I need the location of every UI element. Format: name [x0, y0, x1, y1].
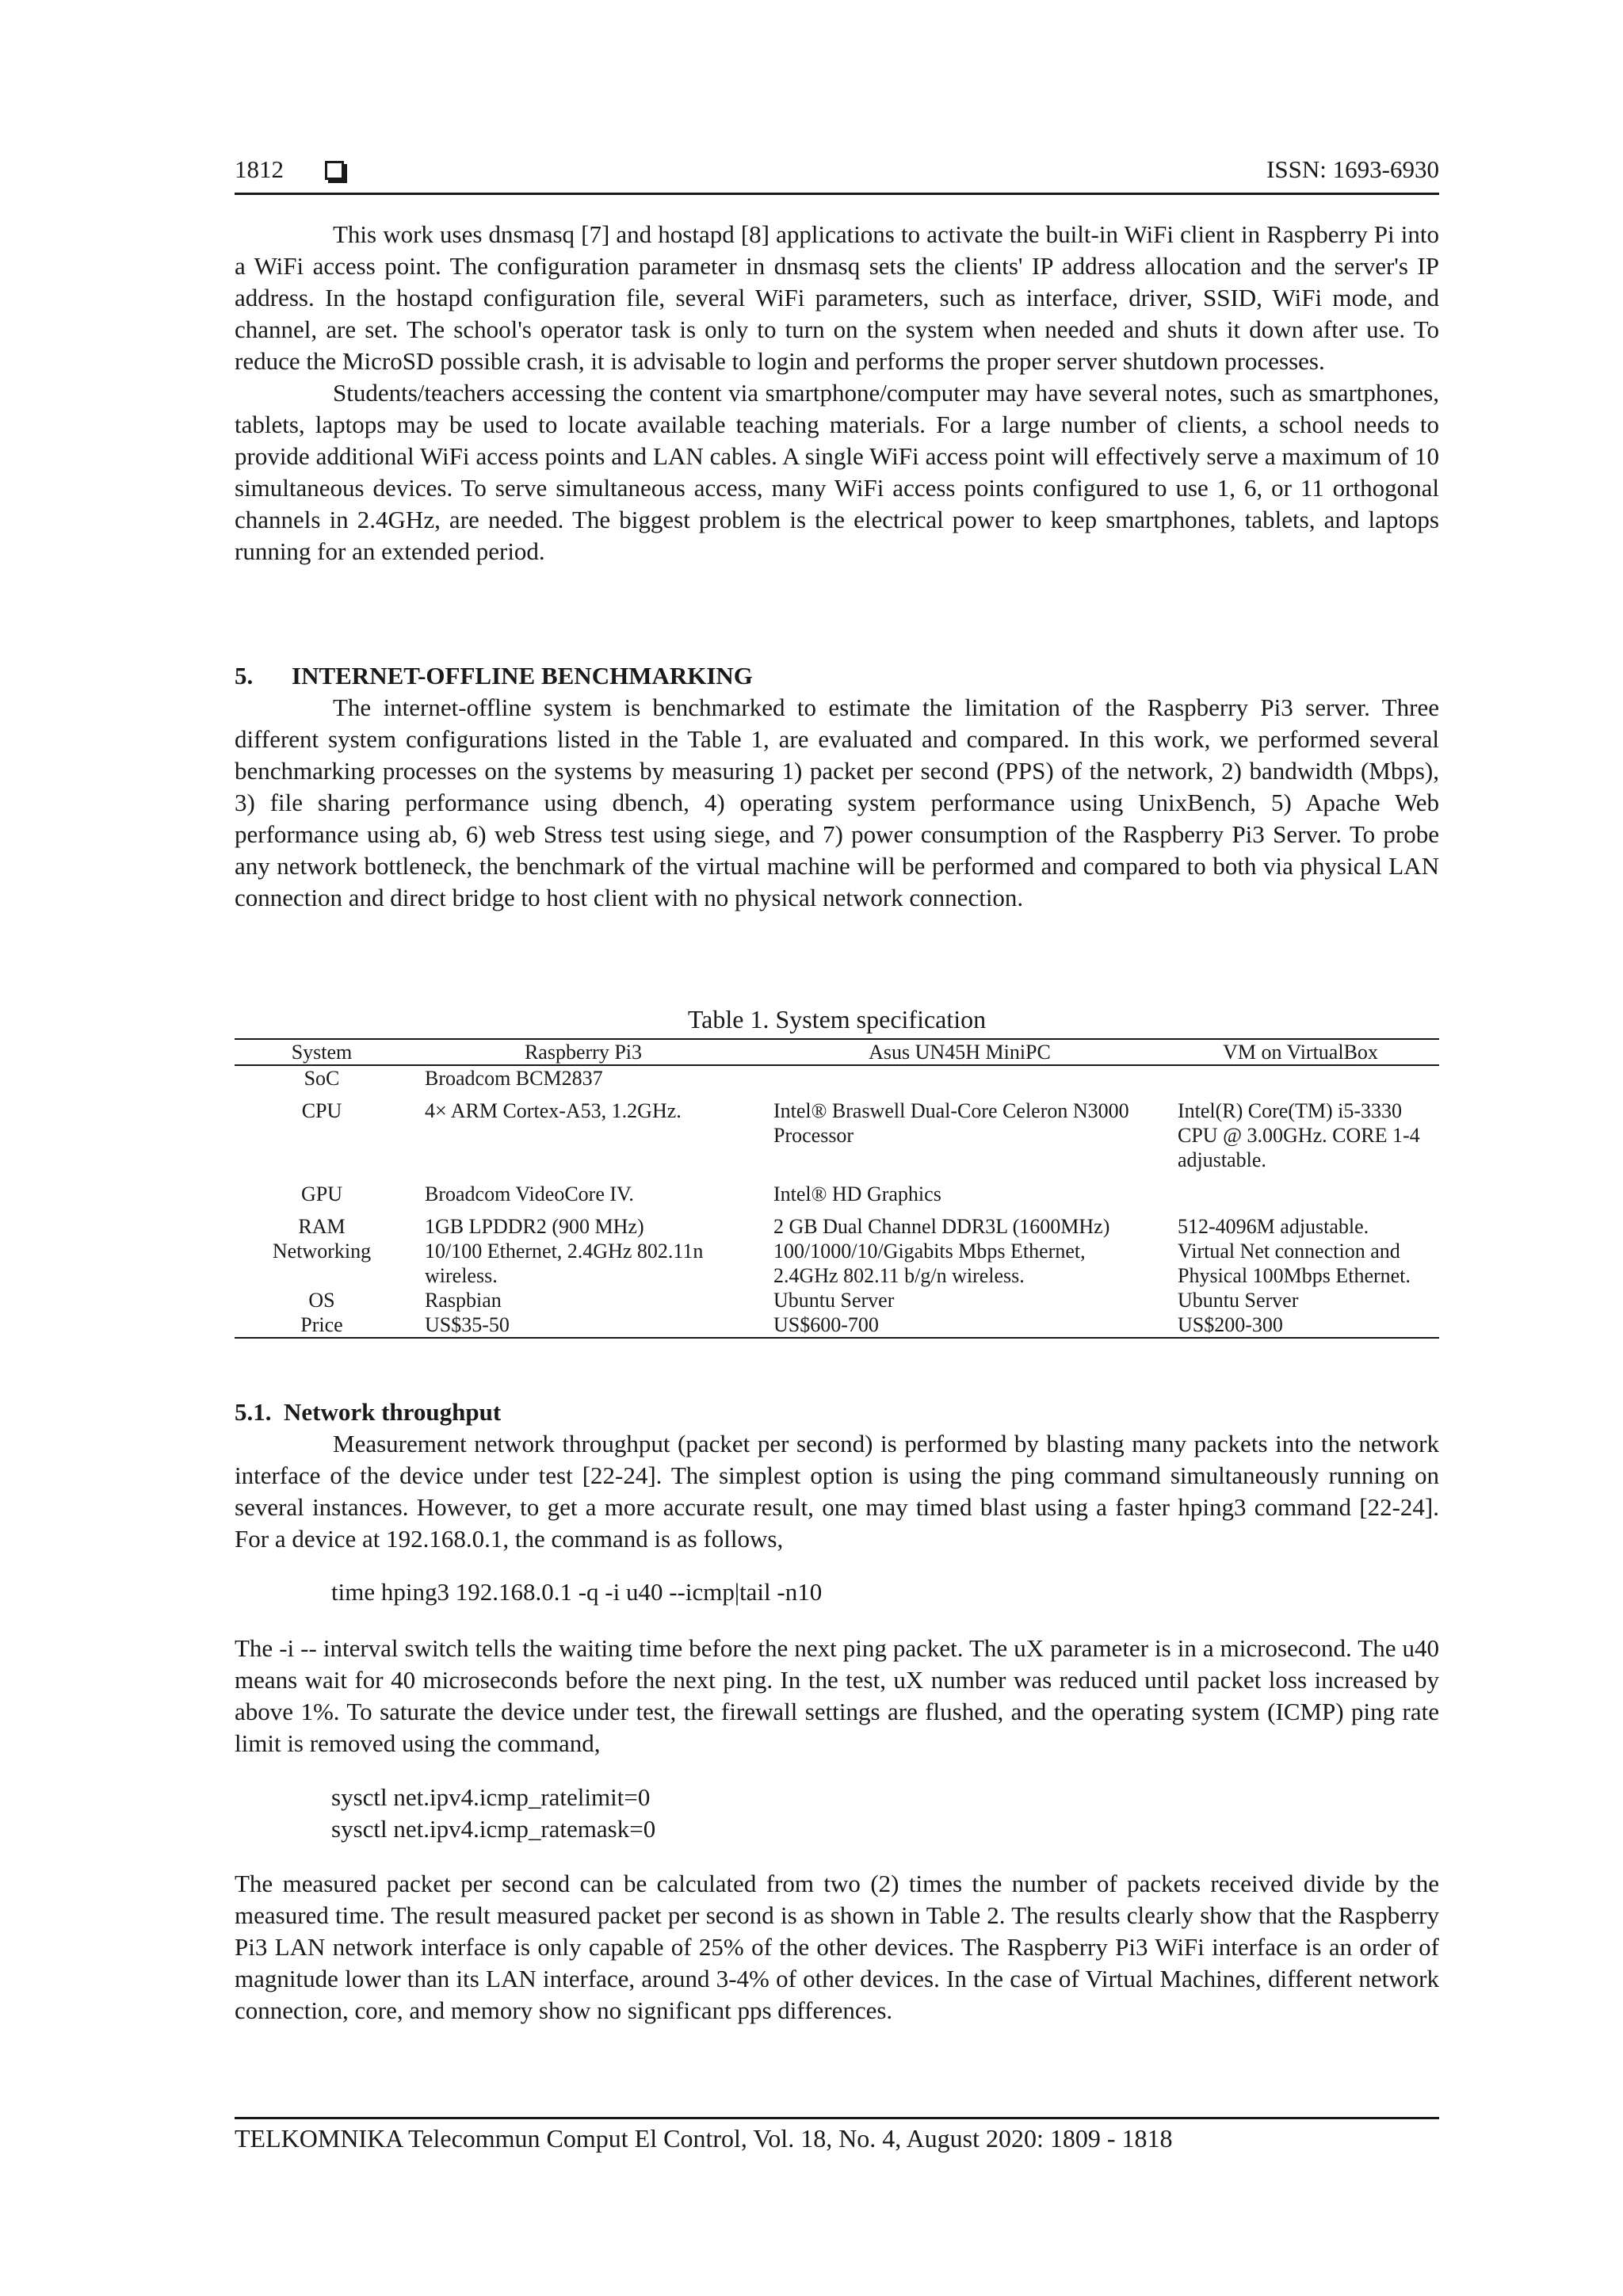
section-5-1-paragraph-2: The -i -- interval switch tells the waiting time before the next ping packet. The uX parameter is in a microsecond. The u40 means wait for 40 microseconds before the next ping. In the test, uX number was reduced until packet loss increased by above 1%. To saturate the device under test, the firewall settings are flushed, and the operating system (ICMP) ping rate limit is removed using the command,: [235, 1634, 1439, 1757]
row-label: CPU: [301, 1099, 342, 1122]
row-label: OS: [308, 1289, 335, 1312]
section-5-title: INTERNET-OFFLINE BENCHMARKING: [292, 662, 753, 690]
table-row: [235, 1239, 1439, 1288]
section-5-1-paragraph-1: Measurement network throughput (packet per second) is performed by blasting many packets into the network interface of the device under test [22-24]. The simplest option is using the ping command simultaneously running on several instances. However, to get a more accurate result, one may timed blast using a faster hping3 command [22-24]. For a device at 192.168.0.1, the command is as follows,: [235, 1430, 1439, 1553]
section-5-1-heading: [235, 1398, 501, 1427]
hping3-command: time hping3 192.168.0.1 -q -i u40 --icmp|tail -n10: [331, 1578, 823, 1606]
section-5-1-paragraph-3: The measured packet per second can be calculated from two (2) times the number of packets received divide by the measured time. The result measured packet per second is as shown in Table 2. The results clearly show that the Raspberry Pi3 LAN network interface is only capable of 25% of the other devices. The Raspberry Pi3 WiFi interface is an order of magnitude lower than its LAN interface, around 3-4% of other devices. In the case of Virtual Machines, different network connection, core, and memory show no significant pps differences.: [235, 1870, 1439, 2024]
table-cell: 1GB LPDDR2 (900 MHz): [425, 1215, 644, 1238]
sysctl-ratelimit-command: sysctl net.ipv4.icmp_ratelimit=0: [331, 1783, 651, 1811]
footer-rule: [235, 2117, 1439, 2119]
page-header: [235, 155, 1439, 190]
page-number: 1812: [235, 155, 284, 183]
section-5-body: [235, 692, 1439, 914]
header-cell: System: [235, 1039, 409, 1065]
header-cell: Raspberry Pi3: [409, 1039, 758, 1065]
section-5-number: 5.: [235, 662, 254, 690]
header-rule: [235, 193, 1439, 195]
section-5-1-body-2: [235, 1633, 1439, 1759]
table-cell: [1162, 1172, 1439, 1206]
section-5-1-body-3: [235, 1868, 1439, 2027]
table-cell: 512-4096M adjustable.: [1178, 1215, 1369, 1238]
row-label: Price: [235, 1312, 409, 1338]
table-cell: [1162, 1065, 1439, 1091]
table-cell: 100/1000/10/Gigabits Mbps Ethernet, 2.4GHz 802.11 b/g/n wireless.: [773, 1240, 1086, 1287]
table-cell: Raspbian: [425, 1289, 502, 1312]
journal-citation: TELKOMNIKA Telecommun Comput El Control, Vol. 18, No. 4, August 2020: 1809 - 1818: [235, 2124, 1173, 2153]
table-row: [235, 1172, 1439, 1206]
table-row: [235, 1288, 1439, 1312]
sysctl-ratemask-command: sysctl net.ipv4.icmp_ratemask=0: [331, 1815, 656, 1843]
intro-paragraph-1: This work uses dnsmasq [7] and hostapd [8] applications to activate the built-in WiFi client in Raspberry Pi into a WiFi access point. The configuration parameter in dnsmasq sets the clients' IP address allocation and the server's IP address. In the hostapd configuration file, several WiFi parameters, such as interface, driver, SSID, WiFi mode, and channel, are set. The school's operator task is only to turn on the system when needed and shuts it down after use. To reduce the MicroSD possible crash, it is advisable to login and performs the proper server shutdown processes.: [235, 220, 1439, 375]
table-row: [235, 1091, 1439, 1172]
section-5-1-body: [235, 1428, 1439, 1555]
table-cell: Intel® HD Graphics: [773, 1182, 941, 1205]
table-cell: Ubuntu Server: [1178, 1289, 1299, 1312]
table-1-caption: Table 1. System specification: [687, 1005, 987, 1033]
table-cell: US$200-300: [1162, 1312, 1439, 1338]
row-label: SoC: [304, 1067, 340, 1090]
table-cell: US$35-50: [409, 1312, 758, 1338]
table-cell: 4× ARM Cortex-A53, 1.2GHz.: [425, 1099, 682, 1122]
row-label: RAM: [298, 1215, 346, 1238]
row-label: GPU: [300, 1182, 342, 1205]
square-bullet-icon: [325, 161, 344, 180]
table-cell: Intel® Braswell Dual-Core Celeron N3000 Processor: [773, 1099, 1129, 1147]
table-cell: 2 GB Dual Channel DDR3L (1600MHz): [773, 1215, 1110, 1238]
section-5-paragraph: The internet-offline system is benchmarked to estimate the limitation of the Raspberry Pi3 server. Three different system configurations listed in the Table 1, are evaluated and compared. In this work, we performed several benchmarking processes on the systems by measuring 1) packet per second (PPS) of the network, 2) bandwidth (Mbps), 3) file sharing performance using dbench, 4) operating system performance using UnixBench, 5) Apache Web performance using ab, 6) web Stress test using siege, and 7) power consumption of the Raspberry Pi3 Server. To probe any network bottleneck, the benchmark of the virtual machine will be performed and compared to both via physical LAN connection and direct bridge to host client with no physical network connection.: [235, 693, 1439, 911]
intro-section: [235, 219, 1439, 567]
table-cell: Broadcom VideoCore IV.: [425, 1182, 634, 1205]
table-row: [235, 1206, 1439, 1239]
section-5-1-title: Network throughput: [284, 1398, 502, 1426]
table-cell: Intel(R) Core(TM) i5-3330 CPU @ 3.00GHz. CORE 1-4 adjustable.: [1178, 1099, 1420, 1171]
table-cell: US$600-700: [758, 1312, 1162, 1338]
row-label: Networking: [272, 1240, 372, 1263]
table-row: [235, 1312, 1439, 1338]
header-cell: Asus UN45H MiniPC: [758, 1039, 1162, 1065]
intro-paragraph-2: Students/teachers accessing the content via smartphone/computer may have several notes, such as smartphones, tablets, laptops may be used to locate available teaching materials. For a large number of clients, a school needs to provide additional WiFi access points and LAN cables. A single WiFi access point will effectively serve a maximum of 10 simultaneous devices. To serve simultaneous access, many WiFi access points configured to use 1, 6, or 11 orthogonal channels in 2.4GHz, are needed. The biggest problem is the electrical power to keep smartphones, tablets, and laptops running for an extended period.: [235, 379, 1439, 565]
table-row: [235, 1065, 1439, 1091]
section-5-1-number: 5.1.: [235, 1398, 272, 1426]
section-5-heading: [235, 662, 753, 690]
system-spec-table: [235, 1038, 1439, 1339]
table-cell: Virtual Net connection and Physical 100Mbps Ethernet.: [1178, 1240, 1411, 1287]
table-cell: 10/100 Ethernet, 2.4GHz 802.11n wireless.: [425, 1240, 704, 1287]
table-header-row: [235, 1039, 1439, 1065]
table-cell: Ubuntu Server: [773, 1289, 895, 1312]
issn-label: ISSN: 1693-6930: [1266, 155, 1439, 183]
table-cell: [758, 1065, 1162, 1091]
header-cell: VM on VirtualBox: [1162, 1039, 1439, 1065]
table-cell: Broadcom BCM2837: [425, 1067, 603, 1090]
